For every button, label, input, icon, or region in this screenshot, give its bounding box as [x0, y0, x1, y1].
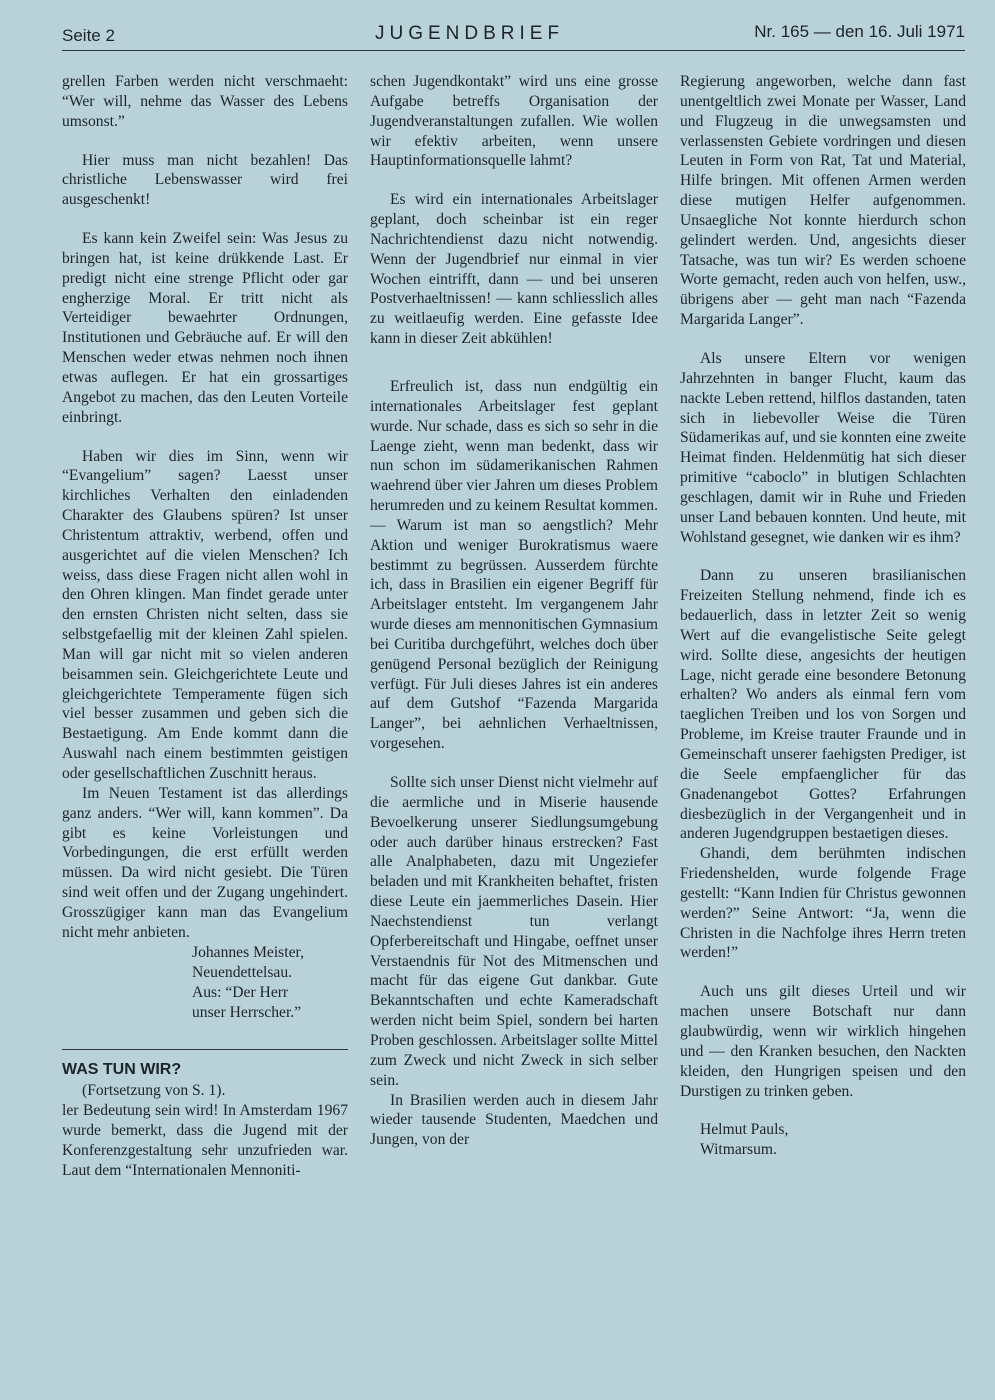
paragraph: Dann zu unseren brasilianischen Freizeiten Stellung nehmend, finde ich es bedauerlich, dass in letzter Zeit so wenig Wert auf die evangelistische Seite gelegt wird. Sollte diese, angesichts der heutigen Lage, nicht gerade eine besondere Betonung erhalten? Wo anders als einmal fern vom taeglichen Treiben und los von Sorgen und Probleme, im Kreise trauter Fraunde und in Gemeinschaft unserer faehigsten Prediger, ist die Seele empfaenglicher für das Gnadenangebot Gottes? Erfahrungen diesbezüglich in der Vergangenheit und in anderen Jugendgruppen bestaetigen dieses.: [680, 567, 966, 843]
section-divider: [62, 1049, 348, 1050]
paragraph: Haben wir dies im Sinn, wenn wir “Evangelium” sagen? Laesst unser kirchliches Verhalten den einladenden Charakter des Glaubens spüren? Ist unser Christentum attraktiv, werbend, offen und ausgerichtet auf die vielen Menschen? Ich weiss, dass diese Fragen nicht allen wohl in den Ohren klingen. Man findet gerade unter den ernsten Christen nicht selten, dass sie selbstgefaellig mit der kleinen Zahl spielen. Man will gar nicht mit so vielen anderen beisammen sein. Gleichgerichtete Leute und gleichgerichtete Temperamente fügen sich viel besser zusammen und geben sich die Bestaetigung. Am Ende kommt dann die Auswahl nach einem bestimmten geistigen oder gesellschaftlichen Zuschnitt heraus.: [62, 447, 348, 782]
section-heading: WAS TUN WIR?: [62, 1060, 182, 1078]
paragraph: grellen Farben werden nicht verschmaeht: “Wer will, nehme das Wasser des Lebens umsonst.”: [62, 73, 348, 130]
issue-date: Nr. 165 — den 16. Juli 1971: [754, 22, 965, 41]
paragraph: In Brasilien werden auch in diesem Jahr wieder tausende Studenten, Maedchen und Jungen, von der: [370, 1091, 658, 1149]
paragraph: Es wird ein internationales Arbeitslager geplant, doch scheinbar ist ein reger Nachrichtendienst dazu nicht notwendig. Wenn der Jugendbrief nur einmal in vier Wochen eintrifft, dann — und bei unseren Postverhaeltnissen! — kann schliesslich alles zu weitlaeufig werden. Eine gefasste Idee kann in dieser Zeit abkühlen!: [370, 191, 658, 348]
author-name: Helmut Pauls,: [700, 1121, 789, 1139]
paragraph: schen Jugendkontakt” wird uns eine grosse Aufgabe betreffs Organisation der Jugendveranstaltungen zufallen. Wie wollen wir efektiv arbeiten, wenn unsere Hauptinformationsquelle lahmt?: [370, 73, 658, 170]
paragraph: Hier muss man nicht bezahlen! Das christliche Lebenswasser wird frei ausgeschenkt!: [62, 151, 348, 209]
paragraph: Sollte sich unser Dienst nicht vielmehr auf die aermliche und in Miserie hausende Bevoelkerung unserer Siedlungsumgebung oder auch darüber hinaus erstrecken? Fast alle Analphabeten, dazu mit Ungeziefer beladen und mit Krankheiten behaftet, fristen diese Leute ein jaemmerliches Dasein. Hier Naechstendienst tun verlangt Opferbereitschaft und Hingabe, oeffnet unser Verstaendnis für Not des Mitmenschen und macht für das eigene Gut dankbar. Gute Bekanntschaften und echte Kameradschaft werden nicht beim Spiel, sondern bei harten Proben geschlossen. Arbeitslager sollte Mittel zum Zweck und nicht Zweck in sich selber sein.: [370, 774, 658, 1089]
paragraph: Auch uns gilt dieses Urteil und wir machen unsere Botschaft nur dann glaubwürdig, wenn wir wirklich hingehen und — den Kranken besuchen, den Nackten kleiden, den Hungrigen speisen und den Durstigen zu trinken geben.: [680, 983, 966, 1100]
paragraph: Im Neuen Testament ist das allerdings ganz anders. “Wer will, kann kommen”. Da gibt es keine Vorleistungen und Vorbedingungen, die erst erfüllt werden müssen. Da wird nicht gesiebt. Die Türen sind weit offen und der Zugang ungehindert. Grosszügiger kann man das Evangelium nicht mehr anbieten.: [62, 784, 348, 941]
column-middle: [370, 72, 658, 1150]
paragraph: Regierung angeworben, welche dann fast unentgeltlich zwei Monate per Wasser, Land und Flugzeug in die unwegsamsten und verlassensten Gebiete vordringen und diesen Leuten in Form von Rat, Tat und Material, Hilfe bringen. Mit offenen Armen werden diese mutigen Helfer aufgenommen. Unsaegliche Not konnte hierdurch schon gelindert werden. Und, angesichts dieser Tatsache, was tun wir? Es werden schoene Worte gemacht, reden auch von helfen, usw., übrigens aber — geht man nach “Fazenda Margarida Langer”.: [680, 73, 966, 329]
column-left: [62, 72, 348, 1181]
paragraph: ler Bedeutung sein wird! In Amsterdam 1967 wurde bemerkt, dass die Jugend mit der Konferenzgestaltung sehr unzufrieden war. Laut dem “Internationalen Mennoniti-: [62, 1102, 348, 1179]
page-number: Seite 2: [62, 26, 115, 45]
source-line: Aus: “Der Herr: [192, 983, 289, 1001]
source-line: unser Herrscher.”: [192, 1003, 302, 1021]
paragraph: Es kann kein Zweifel sein: Was Jesus zu bringen hat, ist keine drükkende Last. Er predigt nicht eine strenge Pflicht oder gar engherzige Moral. Er tritt nicht als Verteidiger bewaehrter Ordnungen, Institutionen und Gebräuche auf. Er will den Menschen weder etwas nehmen noch ihnen etwas auflegen. Er hat ein grossartiges Angebot zu machen, das den Leuten Vorteile einbringt.: [62, 230, 348, 426]
author-place: Neuendettelsau.: [192, 963, 293, 981]
paragraph: Als unsere Eltern vor wenigen Jahrzehnten in banger Flucht, kaum das nackte Leben rettend, hilflos dastanden, taten sich in liebevoller Weise die Türen Südamerikas auf, und sie konnten eine zweite Heimat finden. Heldenmütig hat sich dieser primitive “caboclo” in blutigen Schlachten geschlagen, damit wir in Ruhe und Frieden unser Land bebauen konnten. Und heute, mit Wohlstand gesegnet, wie danken wir es ihm?: [680, 349, 966, 546]
author-place: Witmarsum.: [700, 1141, 777, 1159]
page-header: [62, 20, 965, 51]
paragraph: Erfreulich ist, dass nun endgültig ein internationales Arbeitslager fest geplant wurde. Nur schade, dass es sich so sehr in die Laenge zieht, wenn man bedenkt, dass wir nun schon im südamerikanischen Rahmen waehrend über vier Jahren um dieses Problem herumreden und zu keinem Resultat kommen. — Warum ist man so aengstlich? Mehr Aktion und weniger Burokratismus waere bestimmt zu begrüssen. Ausserdem fürchte ich, dass in Brasilien ein eigener Begriff für Arbeitslager entsteht. Im vergangenem Jahr wurde dieses am mennonitischen Gymnasium bei Curitiba durchgeführt, welches doch über genügend Personal bezüglich der Reinigung verfügt. Für Juli dieses Jahres ist ein anderes auf dem Gutshof “Fazenda Margarida Langer”, bei aehnlichen Verhaeltnissen, vorgesehen.: [370, 377, 658, 753]
author-name: Johannes Meister,: [192, 943, 304, 961]
paragraph: Ghandi, dem berühmten indischen Friedenshelden, wurde folgende Frage gestellt: “Kann Indien für Christus gewonnen werden?” Seine Antwort: “Ja, wenn die Christen in die Nachfolge ihres Herrn treten werden!”: [680, 845, 966, 962]
column-right: [680, 72, 966, 1160]
continuation-note: (Fortsetzung von S. 1).: [82, 1082, 226, 1100]
publication-title: JUGENDBRIEF: [375, 23, 565, 44]
